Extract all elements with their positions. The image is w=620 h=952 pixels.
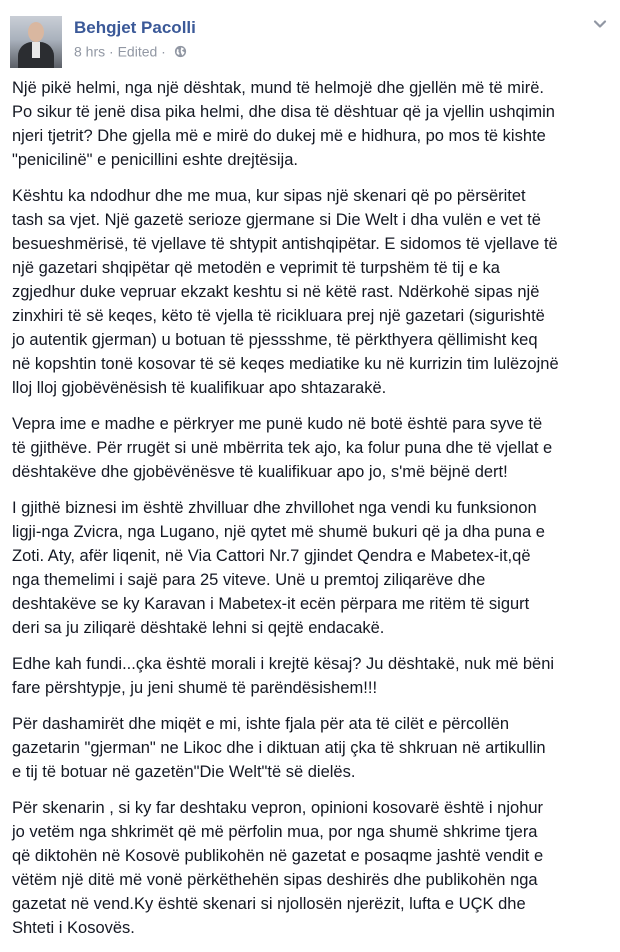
post-text-line: në kopshtin tonë kosovar të së keqes mediatike ku në kurrizin tim lulëzojnë — [12, 355, 559, 373]
post-paragraph — [12, 76, 612, 172]
post-text-line: lloj lloj gjobëvënësish të kualifikuar apo shtazarakë. — [12, 379, 387, 397]
meta-separator-2: · — [161, 43, 166, 60]
post-text-line: që diktohën në Kosovë publikohën në gazetat e posaqme jashtë vendit e — [12, 847, 544, 865]
post-text-line: I gjithë biznesi im është zhvilluar dhe zhvillohet nga vendi ku funksionon — [12, 499, 537, 517]
post-text-line: jo autentik gjerman) u botuan të pjessshme, të përkthyera qëllimisht keq — [12, 331, 538, 349]
post-text-line: vëtëm një ditë më vonë përkëthehën sipas deshirës dhe publikohën nga — [12, 871, 538, 889]
post-text-line: besueshmërisë, të vjellave të shtypit antishqipëtar. E sidomos të vjellave të — [12, 235, 558, 253]
post-paragraph — [12, 652, 612, 700]
post-paragraph — [12, 796, 612, 940]
author-name[interactable]: Behgjet Pacolli — [74, 18, 196, 37]
avatar[interactable] — [10, 16, 62, 68]
post-text-line: një gazetari shqipëtar që metodën e veprimit të turpshëm të tij e ka — [12, 259, 500, 277]
post-text-line: Për dashamirët dhe miqët e mi, ishte fjala për ata të cilët e përcollën — [12, 715, 510, 733]
post-paragraph — [12, 412, 612, 484]
post-text-line: zinxhiri të së keqes, këto të vjella të ricikluara prej një gazetari (sigurishtë — [12, 307, 545, 325]
post-text-line: tash sa vjet. Një gazetë serioze gjermane si Die Welt i dha vulën e vet të — [12, 211, 541, 229]
post-text-line: Vepra ime e madhe e përkryer me punë kudo në botë është para syve të — [12, 415, 543, 433]
post-text-line: "penicilinë" e penicillini eshte drejtësija. — [12, 151, 298, 169]
post-meta — [74, 42, 187, 59]
post-text-line: gazetat në vend.Ky është skenari si njollosën njerëzit, lufta e UÇK dhe — [12, 895, 526, 913]
post-text-line: deri sa ju ziliqarë dështakë lehni si qejtë endacakë. — [12, 619, 385, 637]
post-text-line: Një pikë helmi, nga një dështak, mund të helmojë dhe gjellën më të mirë. — [12, 79, 544, 97]
post-text-line: jo vetëm nga shkrimët që më përfolin mua, por nga shumë shkrime tjera — [12, 823, 538, 841]
post-text-line: Për skenarin , si ky far deshtaku vepron, opinioni kosovarë është i njohur — [12, 799, 544, 817]
post-text-line: ligji-nga Zvicra, nga Lugano, një qytet më shumë bukuri që ja dha puna e — [12, 523, 545, 541]
post-text-line: dështakëve dhe gjobëvënësve të kualifikuar apo jo, s'më bëjnë dert! — [12, 463, 508, 481]
post-paragraph — [12, 496, 612, 640]
avatar-head-shape — [28, 22, 44, 42]
post-text-line: Kështu ka ndodhur dhe me mua, kur sipas një skenari që po përsëritet — [12, 187, 526, 205]
post-text-line: nga themelimi i sajë para 25 viteve. Unë u premtoj ziliqarëve dhe — [12, 571, 486, 589]
post-text-line: Edhe kah fundi...çka është morali i krejtë kësaj? Ju dështakë, nuk më bëni — [12, 655, 555, 673]
post-text-line: fare përshtypje, ju jeni shumë të parëndësishem!!! — [12, 679, 378, 697]
post-paragraph — [12, 184, 612, 400]
post-text-line: të gjithëve. Për rrugët si unë mbërrita tek ajo, ka folur puna dhe të vjellat e — [12, 439, 553, 457]
globe-icon[interactable] — [174, 45, 187, 58]
post-body — [12, 76, 612, 952]
meta-separator: · — [109, 43, 114, 60]
chevron-down-icon[interactable] — [590, 14, 610, 34]
post-text-line: e tij të botuar në gazetën"Die Welt"të së dielës. — [12, 763, 356, 781]
edited-label[interactable]: Edited — [117, 43, 158, 60]
post-header — [10, 8, 610, 66]
post-timestamp[interactable]: 8 hrs — [74, 43, 106, 60]
post-text-line: zgjedhur duke vepruar ekzakt keshtu si në këtë rast. Ndërkohë sipas një — [12, 283, 540, 301]
post-text-line: Zoti. Aty, afër liqenit, në Via Cattori Nr.7 gjindet Qendra e Mabetex-it,që — [12, 547, 531, 565]
avatar-shirt-shape — [32, 42, 40, 58]
post-text-line: deshtakëve se ky Karavan i Mabetex-it ecën përpara me ritëm të sigurt — [12, 595, 530, 613]
post-text-line: gazetarin "gjerman" ne Likoc dhe i diktuan atij çka të shkruan në artikullin — [12, 739, 546, 757]
post-paragraph — [12, 712, 612, 784]
post-text-line: Po sikur të jenë disa pika helmi, dhe disa të dështuar që ja vjellin ushqimin — [12, 103, 555, 121]
post-text-line: njeri tjetrit? Dhe gjella më e mirë do dukej më e hidhura, po mos të kishte — [12, 127, 546, 145]
post-text-line: Shteti i Kosovës. — [12, 919, 135, 937]
